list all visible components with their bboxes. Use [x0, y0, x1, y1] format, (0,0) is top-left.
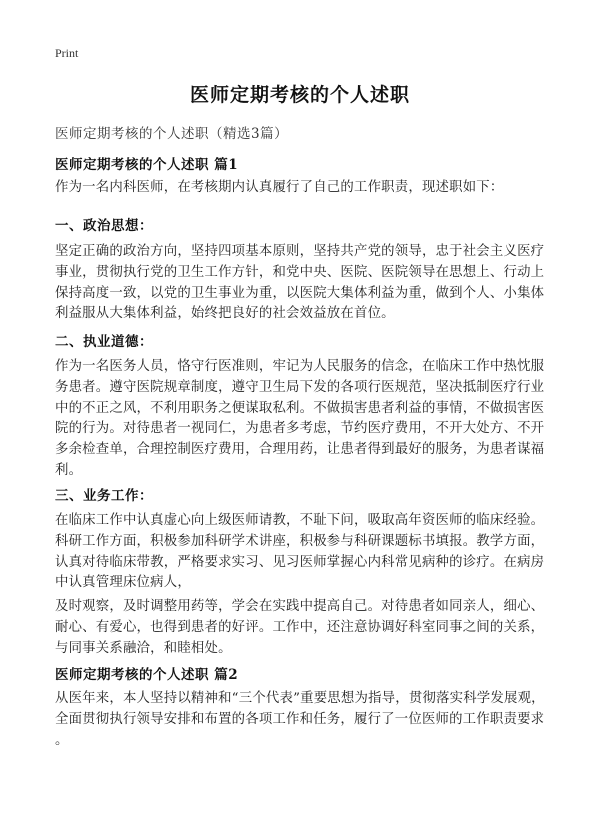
text-line: 全面贯彻执行领导安排和布置的各项工作和任务，履行了一位医师的工作职责要求	[55, 711, 545, 727]
article-1-heading: 医师定期考核的个人述职 篇1	[55, 157, 239, 173]
section-ethics-paragraph	[55, 357, 551, 482]
text-line: 院的行为。对待患者一视同仁，为患者多考虑，节约医疗费用，不开大处方、不开	[55, 421, 545, 437]
page-title: 医师定期考核的个人述职	[189, 84, 410, 106]
section-politics-paragraph	[55, 242, 551, 325]
section-ethics-heading: 二、执业道德：	[55, 334, 153, 350]
text-line: 作为一名内科医师，在考核期内认真履行了自己的工作职责，现述职如下：	[55, 180, 504, 195]
text-line: 与同事关系融洽，和睦相处。	[55, 640, 232, 656]
text-line: 。	[55, 732, 69, 748]
text-line: 作为一名医务人员，恪守行医准则，牢记为人民服务的信念，在临床工作中热忱服	[55, 359, 545, 374]
text-line: 保持高度一致，以党的卫生事业为重，以医院大集体利益为重，做到个人、小集体	[55, 285, 545, 301]
text-line: 利益服从大集体利益，始终把良好的社会效益放在首位。	[55, 306, 395, 322]
document-subtitle: 医师定期考核的个人述职（精选3篇）	[55, 126, 289, 142]
section-work-paragraph-continued	[55, 597, 551, 659]
print-link[interactable]: Print	[55, 46, 79, 60]
text-line: 多余检查单，合理控制医疗费用，合理用药，让患者得到最好的服务，为患者谋福	[55, 442, 545, 458]
text-line: 利。	[55, 462, 83, 478]
text-line: 事业，贯彻执行党的卫生工作方针，和党中央、医院、医院领导在思想上、行动上	[55, 264, 545, 280]
text-line: 在临床工作中认真虚心向上级医师请教，不耻下问，吸取高年资医师的临床经验。	[55, 513, 545, 528]
text-line: 中认真管理床位病人，	[55, 575, 191, 591]
text-line: 务患者。遵守医院规章制度，遵守卫生局下发的各项行医规范，坚决抵制医疗行业	[55, 379, 545, 395]
text-line: 及时观察，及时调整用药等，学会在实践中提高自己。对待患者如同亲人，细心、	[55, 599, 545, 614]
text-line: 从医年来，本人坚持以精神和“三个代表”重要思想为指导，贯彻落实科学发展观，	[55, 691, 545, 706]
text-line: 中的不正之风，不利用职务之便谋取私利。不做损害患者利益的事情，不做损害医	[55, 400, 545, 416]
section-work-heading: 三、业务工作：	[55, 488, 153, 504]
text-line: 坚定正确的政治方向，坚持四项基本原则，坚持共产党的领导，忠于社会主义医疗	[55, 244, 545, 259]
article-1-intro	[55, 178, 551, 199]
section-work-paragraph	[55, 511, 551, 594]
text-line: 耐心、有爱心，也得到患者的好评。工作中，还注意协调好科室同事之间的关系，	[55, 619, 545, 635]
section-politics-heading: 一、政治思想：	[55, 218, 153, 234]
text-line: 科研工作方面，积极参加科研学术讲座，积极参与科研课题标书填报。教学方面，	[55, 533, 545, 549]
text-line: 认真对待临床带教，严格要求实习、见习医师掌握心内科常见病种的诊疗。在病房	[55, 554, 545, 570]
article-2-paragraph	[55, 689, 551, 751]
article-2-heading: 医师定期考核的个人述职 篇2	[55, 667, 239, 683]
